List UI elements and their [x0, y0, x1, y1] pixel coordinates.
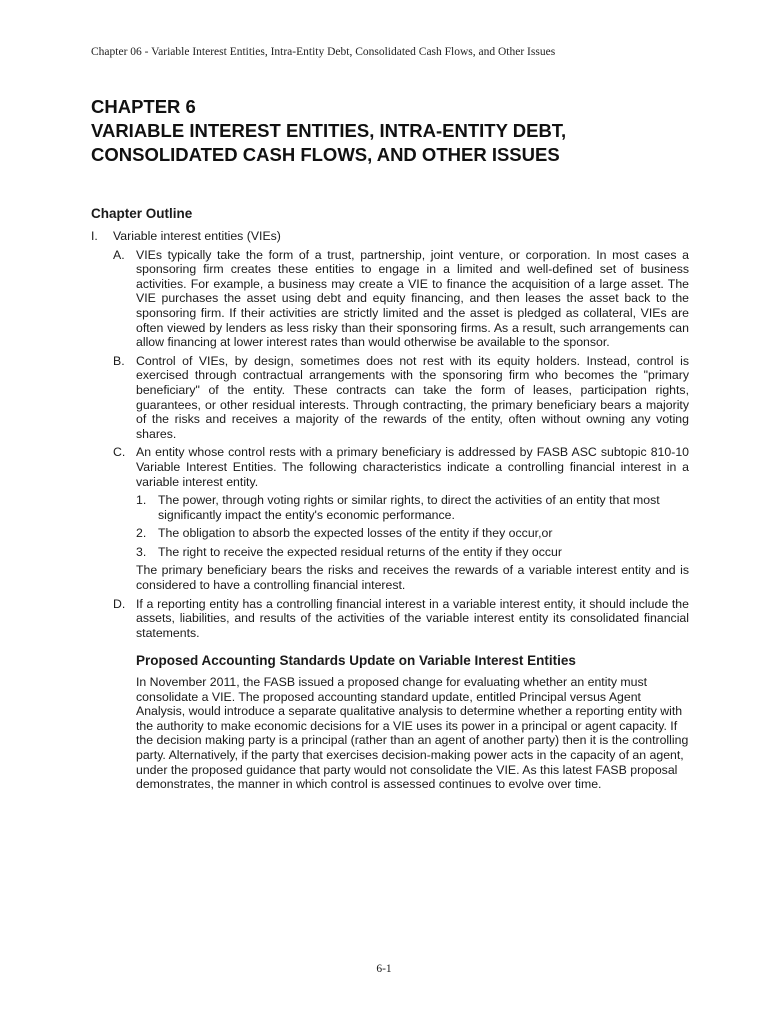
- chapter-title: [91, 95, 691, 167]
- numbered-point-2: [136, 526, 689, 541]
- page-number: 6-1: [376, 963, 392, 975]
- chapter-title-line-1: VARIABLE INTEREST ENTITIES, INTRA-ENTITY DEBT,: [91, 120, 567, 141]
- outline-marker: I.: [91, 229, 98, 243]
- outline-subitem-text: VIEs typically take the form of a trust, partnership, joint venture, or corporation. In most cases a sponsoring firm creates these entities to engage in a limited and well-defined set of business activities. For example, a business may create a VIE to finance the acquisition of a large asset. The VIE purchases the asset using debt and equity financing, and then leases the asset back to the sponsoring firm. If their activities are strictly limited and the asset is pledged as collateral, VIEs are often viewed by lenders as less risky than their sponsoring firms. As a result, such arrangements can allow financing at lower interest rates than would otherwise be available to the sponsor.: [136, 247, 689, 350]
- numbered-point-text: The right to receive the expected residual returns of the entity if they occur: [158, 544, 562, 559]
- outline-content: [91, 229, 689, 792]
- outline-marker: A.: [113, 247, 125, 262]
- numbered-marker: 1.: [136, 493, 147, 508]
- outline-marker: B.: [113, 353, 125, 368]
- numbered-marker: 2.: [136, 526, 147, 541]
- numbered-point-text: The obligation to absorb the expected losses of the entity if they occur,or: [158, 526, 553, 541]
- running-header: Chapter 06 - Variable Interest Entities, Intra-Entity Debt, Consolidated Cash Flows, and Other Issues: [91, 46, 556, 58]
- outline-subitem-c: [113, 445, 689, 489]
- outline-marker: D.: [113, 596, 126, 611]
- outline-subitem-b: [113, 354, 689, 442]
- outline-subitem-text: Control of VIEs, by design, sometimes does not rest with its equity holders. Instead, control is exercised through contractual arrangements with the sponsoring firm who becomes the "primary beneficiary" of the entity. These contracts can take the form of leases, participation rights, guarantees, or other residual interests. Through contracting, the primary beneficiary bears a majority of the risks and receives a majority of the rewards of the entity, often without owning any voting shares.: [136, 353, 689, 441]
- numbered-point-1: [136, 493, 689, 522]
- chapter-title-line-2: CONSOLIDATED CASH FLOWS, AND OTHER ISSUES: [91, 144, 560, 165]
- outline-subitem-d: [113, 597, 689, 641]
- numbered-point-text: The power, through voting rights or similar rights, to direct the activities of an entity that most significantly impact the entity's economic performance.: [158, 493, 660, 522]
- outline-c-closing-paragraph: The primary beneficiary bears the risks and receives the rewards of a variable interest entity and is considered to have a controlling financial interest.: [136, 563, 689, 593]
- proposed-update-heading: Proposed Accounting Standards Update on Variable Interest Entities: [136, 653, 576, 669]
- proposed-update-body: In November 2011, the FASB issued a proposed change for evaluating whether an entity must consolidate a VIE. The proposed accounting standard update, entitled Principal versus Agent Analysis, would introduce a separate qualitative analysis to determine whether a reporting entity with the authority to make economic decisions for a VIE uses its power in a principal or agent capacity. If the decision making party is a principal (rather than an agent of another party) then it is the controlling party. Alternatively, if the party that exercises decision-making power acts in the capacity of an agent, under the proposed guidance that party would not consolidate the VIE. As this latest FASB proposal demonstrates, the manner in which control is assessed continues to evolve over time.: [136, 675, 689, 792]
- outline-subitem-text: If a reporting entity has a controlling financial interest in a variable interest entity, it should include the assets, liabilities, and results of the activities of the variable interest entity its consolidated financial statements.: [136, 596, 689, 640]
- outline-subitem-text: An entity whose control rests with a primary beneficiary is addressed by FASB ASC subtopic 810-10 Variable Interest Entities. The following characteristics indicate a controlling financial interest in a variable interest entity.: [136, 445, 689, 489]
- outline-marker: C.: [113, 445, 126, 460]
- numbered-point-3: [136, 545, 689, 560]
- chapter-outline-heading: Chapter Outline: [91, 206, 193, 221]
- outline-item-i: [91, 229, 689, 244]
- outline-item-text: Variable interest entities (VIEs): [113, 229, 281, 243]
- chapter-number: CHAPTER 6: [91, 96, 196, 117]
- outline-subitem-a: [113, 248, 689, 350]
- numbered-marker: 3.: [136, 544, 147, 559]
